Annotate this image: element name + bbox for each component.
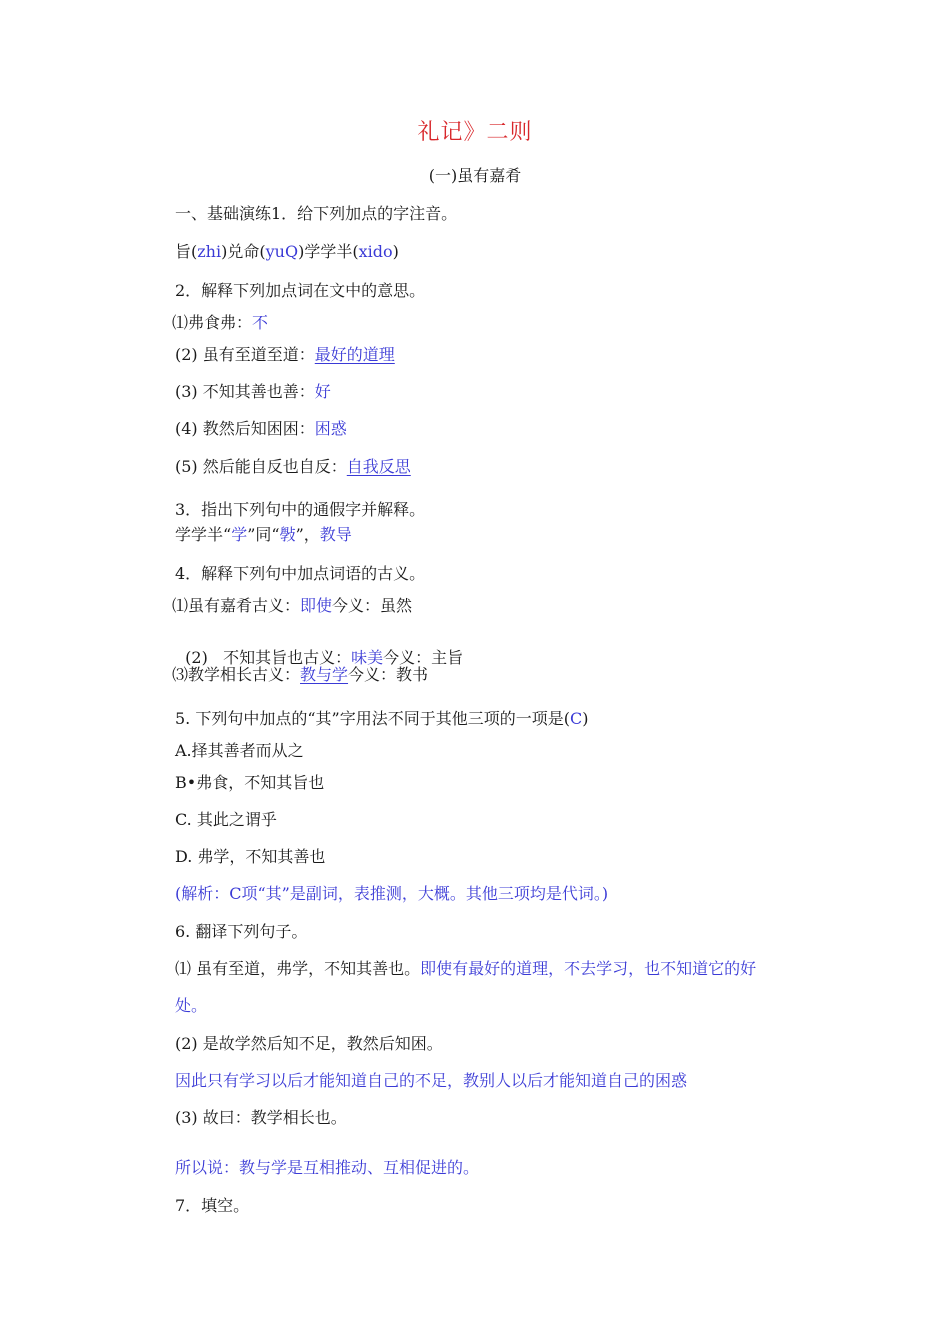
q4-answer: 味美 bbox=[351, 648, 384, 667]
q1-text: 旨( bbox=[175, 242, 198, 261]
q4-question: (2) 不知其旨也古义： bbox=[185, 648, 352, 667]
q3-char: 学 bbox=[231, 525, 248, 544]
q5-option-d: D. 弗学，不知其善也 bbox=[175, 847, 326, 866]
q3-prompt: 3．指出下列句中的通假字并解释。 bbox=[175, 500, 426, 519]
q5-prompt-line bbox=[175, 709, 588, 729]
q1-text: )兑命( bbox=[221, 242, 266, 261]
q3-line bbox=[175, 525, 352, 545]
q2-item bbox=[175, 457, 411, 477]
q4-question: ⑶教学相长古义： bbox=[172, 665, 301, 684]
q2-question: (3) 不知其善也善： bbox=[175, 382, 315, 401]
q2-answer: 最好的道理 bbox=[314, 345, 395, 364]
q4-modern: 今义：教书 bbox=[348, 665, 429, 684]
q1-prompt: 一、基础演练1．给下列加点的字注音。 bbox=[175, 204, 458, 223]
q5-text: ) bbox=[582, 709, 589, 728]
q2-item bbox=[175, 419, 347, 439]
q4-item bbox=[172, 665, 428, 685]
q6-sentence: ⑴ 虽有至道，弗学，不知其善也。 bbox=[175, 959, 421, 978]
section-subtitle: (一)虽有嘉肴 bbox=[428, 166, 522, 185]
q2-question: ⑴弗食弗： bbox=[172, 313, 253, 332]
q6-prompt: 6. 翻译下列句子。 bbox=[175, 922, 308, 941]
q4-item bbox=[172, 596, 412, 616]
q2-question: (4) 教然后知困困： bbox=[175, 419, 315, 438]
q1-line bbox=[175, 242, 399, 262]
q1-pinyin-1: zhi bbox=[197, 242, 222, 261]
q4-prompt: 4．解释下列句中加点词语的古义。 bbox=[175, 564, 426, 583]
q2-question: (2) 虽有至道至道： bbox=[175, 345, 315, 364]
q2-question: (5) 然后能自反也自反： bbox=[175, 457, 347, 476]
q3-meaning: 教导 bbox=[319, 525, 352, 544]
q6-sentence: (3) 故曰：教学相长也。 bbox=[175, 1108, 347, 1127]
q3-char: 斅 bbox=[279, 525, 296, 544]
q4-answer: 即使 bbox=[300, 596, 333, 615]
q6-translation: 因此只有学习以后才能知道自己的不足，教别人以后才能知道自己的困惑 bbox=[175, 1071, 688, 1090]
q5-answer: C bbox=[569, 709, 583, 728]
q6-sentence: (2) 是故学然后知不足，教然后知困。 bbox=[175, 1034, 443, 1053]
q6-item bbox=[175, 959, 756, 979]
document-title: 礼记》二则 bbox=[417, 120, 533, 145]
q5-analysis: (解析：C项“其”是副词，表推测，大概。其他三项均是代词。) bbox=[175, 884, 609, 903]
q1-pinyin-3: xido bbox=[358, 242, 393, 261]
q1-text: )学学半( bbox=[298, 242, 359, 261]
q2-prompt: 2．解释下列加点词在文中的意思。 bbox=[175, 281, 426, 300]
q3-text: ”， bbox=[295, 525, 320, 544]
q2-item bbox=[175, 345, 395, 365]
q3-text: 学学半“ bbox=[175, 525, 232, 544]
q2-answer: 自我反思 bbox=[346, 457, 411, 476]
q4-question: ⑴虽有嘉肴古义： bbox=[172, 596, 301, 615]
q3-text: ”同“ bbox=[247, 525, 280, 544]
q1-pinyin-2: yuQ bbox=[265, 242, 299, 261]
q5-prompt: 5. 下列句中加点的“其”字用法不同于其他三项的一项是( bbox=[175, 709, 570, 728]
q2-answer: 困惑 bbox=[314, 419, 347, 438]
q6-translation: 即使有最好的道理，不去学习，也不知道它的好 bbox=[420, 959, 757, 978]
q4-modern: 今义：虽然 bbox=[332, 596, 413, 615]
q5-option-c: C. 其此之谓乎 bbox=[175, 810, 277, 829]
q4-item bbox=[175, 628, 463, 668]
q4-answer: 教与学 bbox=[300, 665, 349, 684]
q2-item bbox=[175, 382, 331, 402]
q6-translation: 处。 bbox=[175, 996, 208, 1015]
q2-answer: 好 bbox=[314, 382, 331, 401]
q2-answer: 不 bbox=[252, 313, 269, 332]
q4-modern: 今义：主旨 bbox=[383, 648, 464, 667]
q6-translation: 所以说：教与学是互相推动、互相促进的。 bbox=[175, 1158, 480, 1177]
q5-option-b: B•弗食，不知其旨也 bbox=[175, 773, 325, 792]
q1-text: ) bbox=[392, 242, 399, 261]
q2-item bbox=[172, 313, 268, 333]
q5-option-a: A.择其善者而从之 bbox=[175, 741, 304, 760]
q7-prompt: 7．填空。 bbox=[175, 1196, 250, 1215]
